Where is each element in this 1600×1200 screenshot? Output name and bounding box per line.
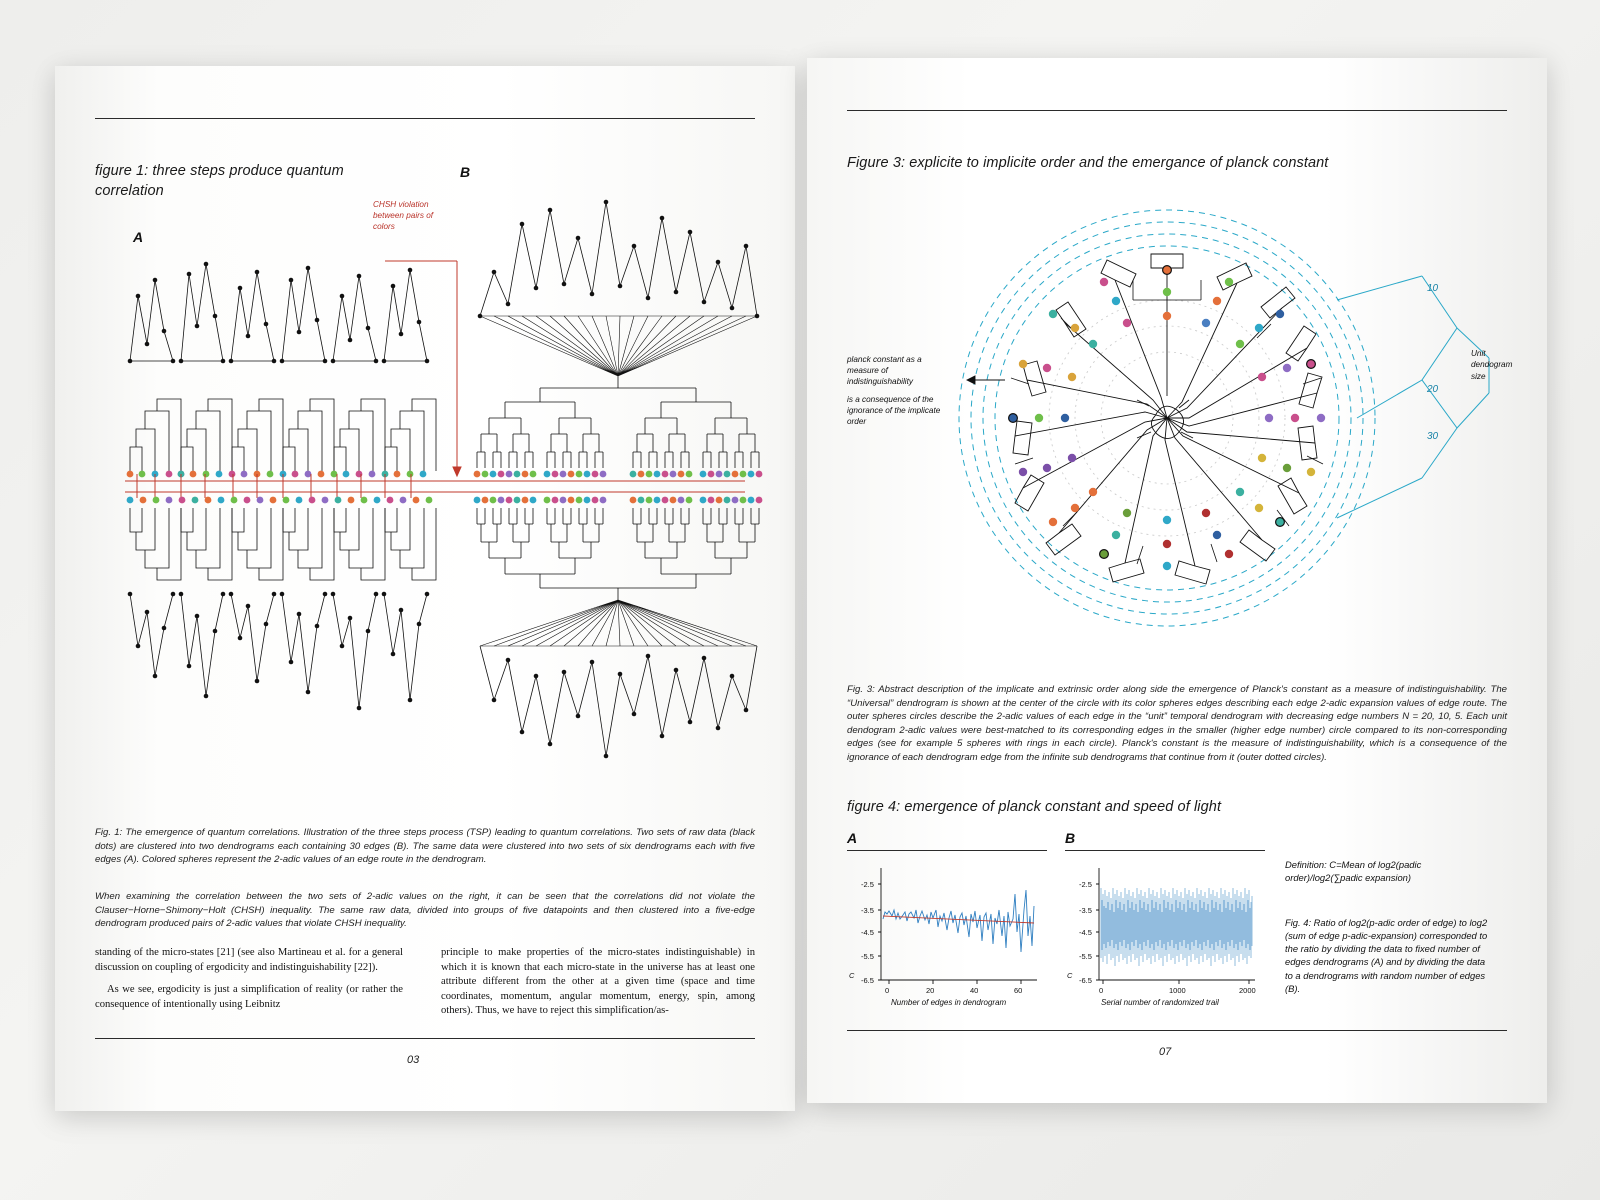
left-top-rule bbox=[95, 118, 755, 119]
figure3-title: Figure 3: explicite to implicite order and the emergance of planck constant bbox=[847, 155, 1329, 171]
planck-constant-annotation-2: is a consequence of the ignorance of the implicate order bbox=[847, 395, 941, 427]
chart-b-ytick-0: -2.5 bbox=[1079, 880, 1092, 889]
chart-b-noise-band bbox=[1101, 888, 1252, 966]
body-col2-para1: principle to make properties of the micro-states indistinguishable) in which it is known that each micro-state in the universe has at least one attribute different from the other at a given time (space and time coordinates, momentum, angular momentum, energy, spin, among others). Thus, we have to reject this simplification/as- bbox=[441, 947, 755, 1017]
figure1-graphic bbox=[85, 176, 785, 806]
figure4-rule-b bbox=[1065, 850, 1265, 851]
chart-a bbox=[841, 858, 1051, 1018]
chart-b-yaxis-label: C bbox=[1067, 971, 1073, 980]
chart-a-ytick-0: -2.5 bbox=[861, 880, 874, 889]
chart-a-yaxis-label: C bbox=[849, 971, 855, 980]
book-spread bbox=[55, 48, 1547, 1123]
figure1-panel-a-letter: A bbox=[133, 229, 144, 245]
figure4-definition: Definition: C=Mean of log2(padic order)/log2(∑padic expansion) bbox=[1285, 859, 1422, 884]
chart-b-ytick-1: -3.5 bbox=[1079, 906, 1092, 915]
folio-left: 03 bbox=[407, 1054, 420, 1066]
unit-dendrogram-size-label: Unit dendogram size bbox=[1471, 349, 1513, 381]
chart-b-ytick-2: -4.5 bbox=[1079, 928, 1092, 937]
chart-b-ytick-3: -5.5 bbox=[1079, 952, 1092, 961]
chsh-violation-note: CHSH violation between pairs of colors bbox=[373, 200, 434, 232]
chart-b-xtick-0: 0 bbox=[1099, 986, 1104, 995]
chart-a-ytick-1: -3.5 bbox=[861, 906, 874, 915]
ring-label-10: 10 bbox=[1427, 283, 1439, 294]
chart-a-trend-line bbox=[883, 916, 1034, 923]
right-bottom-rule bbox=[847, 1030, 1507, 1031]
figure1-title: figure 1: three steps produce quantum correlation bbox=[95, 163, 344, 199]
chart-a-ytick-3: -5.5 bbox=[861, 952, 874, 961]
body-col1-para2: As we see, ergodicity is just a simplification of reality (or rather the consequence of intentionally using Leibnitz bbox=[95, 984, 403, 1010]
chart-a-xtick-0: 0 bbox=[885, 986, 890, 995]
figure4-panel-b-letter: B bbox=[1065, 830, 1076, 846]
chart-b-xtick-2: 2000 bbox=[1239, 986, 1256, 995]
figure4-rule-a bbox=[847, 850, 1047, 851]
body-column-1 bbox=[95, 946, 403, 1017]
chart-b-xtick-1: 1000 bbox=[1169, 986, 1186, 995]
left-page bbox=[55, 66, 795, 1111]
folio-right: 07 bbox=[1159, 1046, 1172, 1058]
planck-constant-annotation-1: planck constant as a measure of indistinguishability bbox=[847, 355, 922, 387]
chart-a-xtick-3: 60 bbox=[1014, 986, 1023, 995]
body-column-2 bbox=[441, 946, 755, 1024]
chart-a-xaxis-label: Number of edges in dendrogram bbox=[891, 998, 1007, 1007]
chart-a-series-line bbox=[883, 890, 1034, 952]
chart-a-ytick-2: -4.5 bbox=[861, 928, 874, 937]
figure1-caption-part2: When examining the correlation between the two sets of 2-adic values on the right, it can be seen that the correlations did not violate the Clauser−Horne−Shimony−Holt (CHSH) inequality. The same raw data, divided into groups of five datapoints and then clustered into a five-edge dendrogram produced pairs of 2-adic values that violate CHSH inequality. bbox=[95, 891, 755, 930]
body-col1-para1: standing of the micro-states [21] (see also Martineau et al. for a general discussion on coupling of ergodicity and indistinguishability [22]). bbox=[95, 947, 403, 973]
figure1-caption-part1: Fig. 1: The emergence of quantum correlations. Illustration of the three steps process (TSP) leading to quantum correlations. Two sets of raw data (black dots) are clustered into two dendrograms each containing 30 edges (B). The same data were clustered into two sets of six dendrograms each with five edges (A). Colored spheres represent the 2-adic values of an edge route in the dendrogram. bbox=[95, 827, 755, 866]
chart-b-ytick-4: -6.5 bbox=[1079, 976, 1092, 985]
chart-b bbox=[1059, 858, 1269, 1018]
chart-a-xtick-2: 40 bbox=[970, 986, 979, 995]
figure4-panel-a-letter: A bbox=[847, 830, 858, 846]
ring-label-30: 30 bbox=[1427, 431, 1439, 442]
chart-a-xtick-1: 20 bbox=[926, 986, 935, 995]
figure4-title: figure 4: emergence of planck constant and speed of light bbox=[847, 799, 1222, 815]
ring-label-20: 20 bbox=[1427, 384, 1439, 395]
left-bottom-rule bbox=[95, 1038, 755, 1039]
right-page bbox=[807, 58, 1547, 1103]
figure3-caption: Fig. 3: Abstract description of the implicate and extrinsic order along side the emergence of Planck's constant as a measure of indistinguishability. The “Universal” dendrogram is shown at the center of the circle with its color spheres edges describing each edge 2-adic expansion values of edge route. The outer spheres circles describe the 2-adic values of each edge in the “unit” temporal dendrogram with decreasing edge numbers N = 20, 10, 5. Each unit dendogram 2-adic values were best-matched to its corresponding edges in the smaller (higher edge number) circle compared to its non-corresponding edges (see for example 5 spheres with rings in each circle). Planck's constant is the measure of indistinguishability, which is a consequence of the ignorance of each dendrogram edge from the infinite sub dendrograms that continue from it (outer dotted circles). bbox=[847, 684, 1507, 764]
figure1-panel-b-letter: B bbox=[460, 164, 471, 180]
right-top-rule bbox=[847, 110, 1507, 111]
figure4-caption: Fig. 4: Ratio of log2(p-adic order of edge) to log2 (sum of edge p-adic-expansion) corresponded to the ratio by dividing the data to fixed number of edges dendrograms (A) and by dividing the data to a dendrograms with random number of edges (B). bbox=[1285, 917, 1488, 994]
chart-a-ytick-4: -6.5 bbox=[861, 976, 874, 985]
chart-b-xaxis-label: Serial number of randomized trail bbox=[1101, 998, 1219, 1007]
